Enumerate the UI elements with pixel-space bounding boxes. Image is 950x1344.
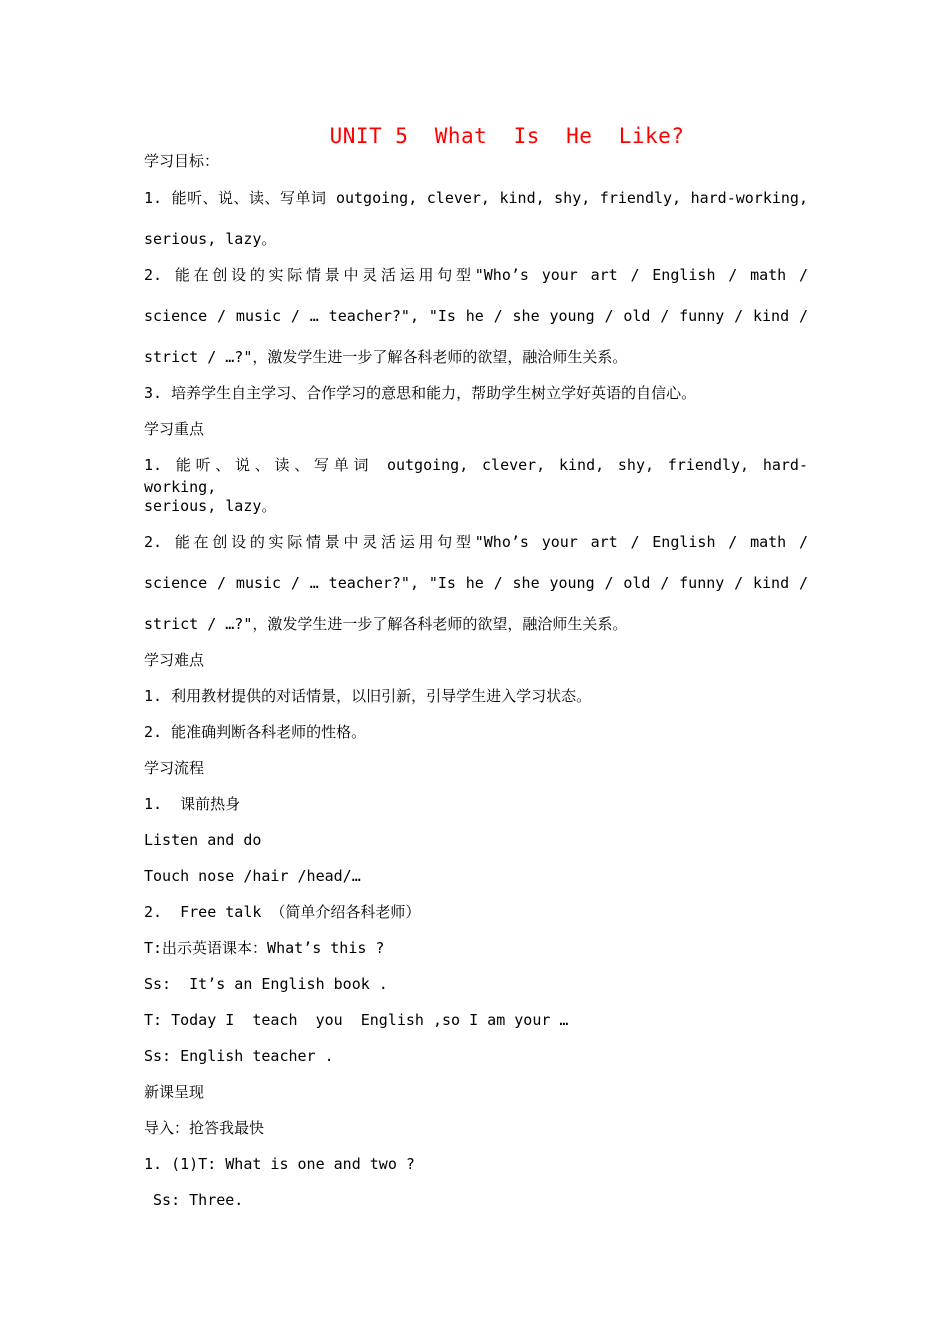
paragraph-line: Ss: It’s an English book . — [144, 975, 388, 993]
paragraph-line: strict / …?"，激发学生进一步了解各科老师的欲望，融洽师生关系。 — [144, 348, 628, 366]
paragraph-line: 1. 课前热身 — [144, 795, 241, 813]
paragraph-line: serious, lazy。 — [144, 497, 277, 515]
document-title: UNIT 5 What Is He Like? — [329, 124, 685, 148]
paragraph-line: strict / …?"，激发学生进一步了解各科老师的欲望，融洽师生关系。 — [144, 615, 628, 633]
paragraph-line: 1. 能听、说、读、写单词 outgoing, clever, kind, shy, friendly, hard-working, — [144, 189, 808, 207]
paragraph-line: T: Today I teach you English ,so I am your … — [144, 1011, 569, 1029]
paragraph-line: science / music / … teacher?", "Is he / she young / old / funny / kind / — [144, 574, 808, 592]
paragraph-line: 2. 能在创设的实际情景中灵活运用句型"Who’s your art / English / math / — [144, 266, 808, 284]
heading-difficulties: 学习难点 — [144, 651, 205, 669]
paragraph-line: 2. 能准确判断各科老师的性格。 — [144, 723, 367, 741]
heading-new-lesson: 新课呈现 — [144, 1083, 205, 1101]
paragraph-line: T:出示英语课本：What’s this ? — [144, 939, 385, 957]
paragraph-line: Ss: Three. — [144, 1191, 244, 1209]
paragraph-line: serious, lazy。 — [144, 230, 277, 248]
paragraph-line: Listen and do — [144, 831, 262, 849]
paragraph-line: science / music / … teacher?", "Is he / she young / old / funny / kind / — [144, 307, 808, 325]
paragraph-line: Ss: English teacher . — [144, 1047, 334, 1065]
heading-key-points: 学习重点 — [144, 420, 205, 438]
paragraph-line: 1. 能听、说、读、写单词 outgoing, clever, kind, shy, friendly, hard- working, — [144, 456, 808, 496]
paragraph-line: 3. 培养学生自主学习、合作学习的意思和能力，帮助学生树立学好英语的自信心。 — [144, 384, 697, 402]
paragraph-line: 2. Free talk （简单介绍各科老师） — [144, 903, 421, 921]
heading-objectives: 学习目标： — [144, 152, 220, 170]
heading-process: 学习流程 — [144, 759, 205, 777]
paragraph-line: 导入：抢答我最快 — [144, 1119, 265, 1137]
paragraph-line: 2. 能在创设的实际情景中灵活运用句型"Who’s your art / English / math / — [144, 533, 808, 551]
paragraph-line: 1. (1)T: What is one and two ? — [144, 1155, 415, 1173]
paragraph-line: 1. 利用教材提供的对话情景，以旧引新，引导学生进入学习状态。 — [144, 687, 592, 705]
paragraph-line: Touch nose /hair /head/… — [144, 867, 361, 885]
